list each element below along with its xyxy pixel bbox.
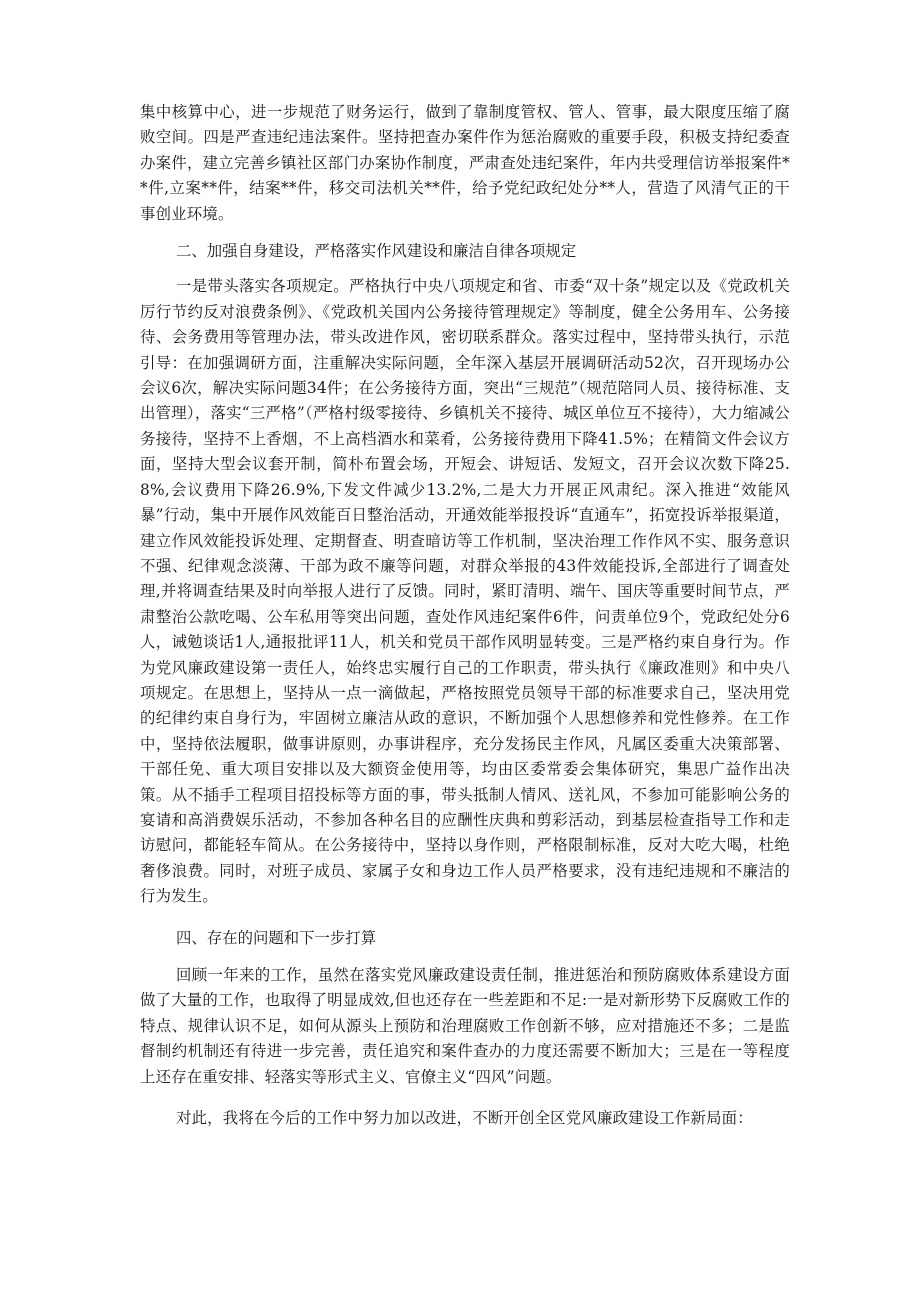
document-page bbox=[140, 100, 790, 1131]
paragraph-financial-cases: 集中核算中心，进一步规范了财务运行，做到了靠制度管权、管人、管事，最大限度压缩了腐败空间。四是严查违纪违法案件。坚持把查办案件作为惩治腐败的重要手段，积极支持纪委查办案件，建立完善乡镇社区部门办案协作制度，严肃查处违纪案件，年内共受理信访举报案件**件,立案**件，结案**件，移交司法机关**件，给予党纪政纪处分**人，营造了风清气正的干事创业环境。 bbox=[140, 103, 790, 223]
paragraph-self-discipline: 一是带头落实各项规定。严格执行中央八项规定和省、市委“双十条”规定以及《党政机关厉行节约反对浪费条例》、《党政机关国内公务接待管理规定》等制度，健全公务用车、公务接待、会务费用等管理办法，带头改进作风，密切联系群众。落实过程中，坚持带头执行，示范引导：在加强调研方面，注重解决实际问题，全年深入基层开展调研活动52次，召开现场办公会议6次，解决实际问题34件；在公务接待方面，突出“三规范”（规范陪同人员、接待标准、支出管理），落实“三严格”（严格村级零接待、乡镇机关不接待、城区单位互不接待），大力缩减公务接待，坚持不上香烟，不上高档酒水和菜肴，公务接待费用下降41.5%；在精简文件会议方面，坚持大型会议套开制，简朴布置会场，开短会、讲短话、发短文，召开会议次数下降25.8%,会议费用下降26.9%,下发文件减少13.2%,二是大力开展正风肃纪。深入推进“效能风暴”行动，集中开展作风效能百日整治活动，开通效能举报投诉“直通车”，拓宽投诉举报渠道，建立作风效能投诉处理、定期督查、明查暗访等工作机制，坚决治理工作作风不实、服务意识不强、纪律观念淡薄、干部为政不廉等问题，对群众举报的43件效能投诉,全部进行了调查处理,并将调查结果及时向举报人进行了反馈。同时，紧盯清明、端午、国庆等重要时间节点，严肃整治公款吃喝、公车私用等突出问题，查处作风违纪案件6件，问责单位9个，党政纪处分6人，诫勉谈话1人,通报批评11人，机关和党员干部作风明显转变。三是严格约束自身行为。作为党风廉政建设第一责任人，始终忠实履行自己的工作职责，带头执行《廉政准则》和中央八项规定。在思想上，坚持从一点一滴做起，严格按照党员领导干部的标准要求自己，坚决用党的纪律约束自身行为，牢固树立廉洁从政的意识，不断加强个人思想修养和党性修养。在工作中，坚持依法履职，做事讲原则，办事讲程序，充分发扬民主作风，凡属区委重大决策部署、干部任免、重大项目安排以及大额资金使用等，均由区委常委会集体研究，集思广益作出决策。从不插手工程项目招投标等方面的事，带头抵制人情风、送礼风，不参加可能影响公务的宴请和高消费娱乐活动，不参加各种名目的应酬性庆典和剪彩活动，到基层检查指导工作和走访慰问，都能轻车简从。在公务接待中，坚持以身作则，严格限制标准，反对大吃大喝，杜绝奢侈浪费。同时，对班子成员、家属子女和身边工作人员严格要求，没有违纪违规和不廉洁的行为发生。 bbox=[140, 277, 790, 906]
paragraph-next-steps: 对此，我将在今后的工作中努力加以改进，不断开创全区党风廉政建设工作新局面： bbox=[176, 1109, 753, 1128]
section-heading-two: 二、加强自身建设，严格落实作风建设和廉洁自律各项规定 bbox=[176, 242, 577, 261]
section-heading-four: 四、存在的问题和下一步打算 bbox=[176, 928, 377, 947]
paragraph-problems: 回顾一年来的工作，虽然在落实党风廉政建设责任制，推进惩治和预防腐败体系建设方面做了大量的工作，也取得了明显成效,但也还存在一些差距和不足:一是对新形势下反腐败工作的特点、规律认识不足，如何从源头上预防和治理腐败工作创新不够，应对措施还不多；二是监督制约机制还有待进一步完善，责任追究和案件查办的力度还需要不断加大；三是在一等程度上还存在重安排、轻落实等形式主义、官僚主义“四风”问题。 bbox=[140, 966, 790, 1086]
